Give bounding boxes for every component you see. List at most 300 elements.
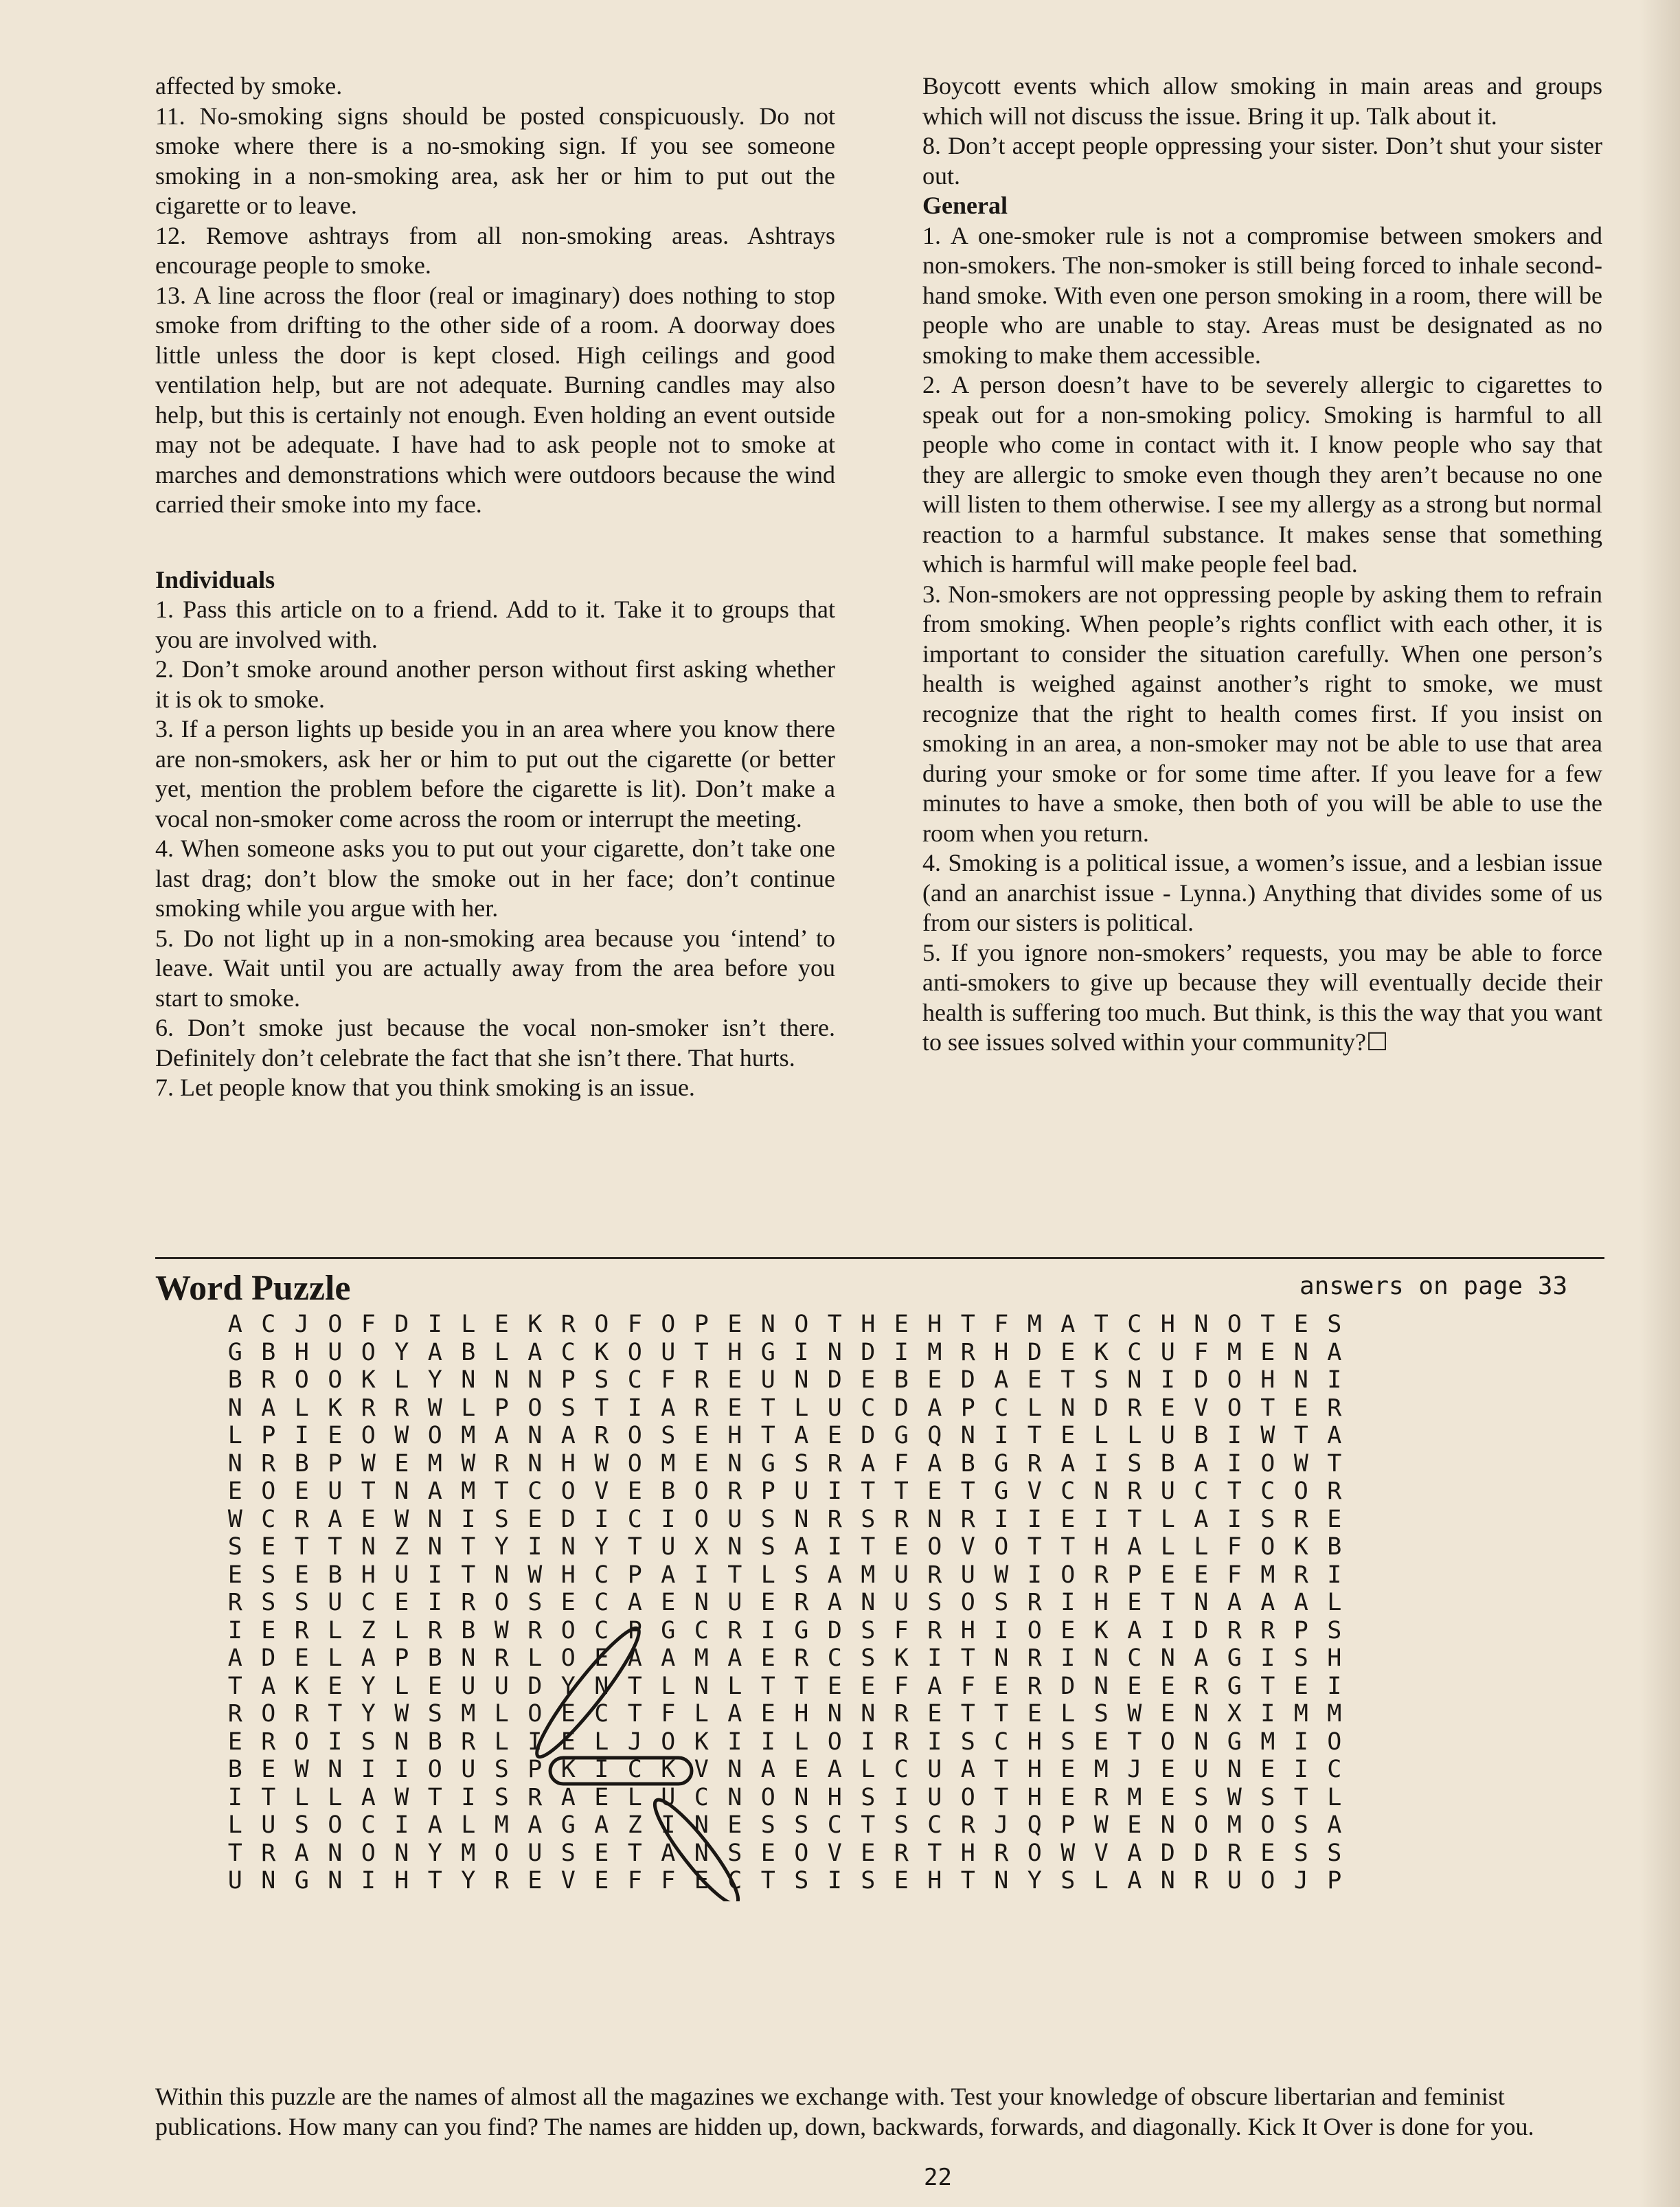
puzzle-letter: T — [328, 1533, 343, 1561]
puzzle-letter: I — [894, 1338, 909, 1366]
puzzle-letter: S — [560, 1839, 576, 1867]
puzzle-letter: S — [794, 1867, 809, 1895]
puzzle-letter: L — [661, 1672, 676, 1700]
puzzle-letter: N — [328, 1756, 343, 1784]
puzzle-letter: S — [1293, 1839, 1308, 1867]
puzzle-letter: F — [894, 1672, 909, 1700]
puzzle-letter: P — [1127, 1561, 1142, 1589]
puzzle-letter: Y — [361, 1672, 376, 1700]
puzzle-letter: O — [1260, 1449, 1275, 1478]
puzzle-letter: W — [1260, 1422, 1275, 1450]
puzzle-letter: D — [1194, 1366, 1209, 1394]
puzzle-letter: A — [1127, 1616, 1142, 1644]
puzzle-letter: E — [861, 1366, 876, 1394]
puzzle-letter: N — [1093, 1478, 1109, 1506]
puzzle-letter: F — [960, 1672, 975, 1700]
puzzle-letter: N — [994, 1644, 1009, 1673]
puzzle-letter: I — [1227, 1422, 1242, 1450]
puzzle-letter: U — [960, 1561, 975, 1589]
puzzle-letter: E — [1027, 1700, 1042, 1728]
puzzle-letter: I — [1260, 1700, 1275, 1728]
puzzle-letter: N — [227, 1449, 242, 1478]
puzzle-letter: O — [261, 1700, 276, 1728]
puzzle-letter: A — [328, 1505, 343, 1533]
puzzle-row — [218, 1644, 1351, 1673]
puzzle-letter: O — [560, 1616, 576, 1644]
puzzle-letter: L — [1327, 1589, 1342, 1617]
puzzle-title: Word Puzzle — [155, 1269, 351, 1308]
puzzle-letter: N — [461, 1366, 476, 1394]
puzzle-letter: O — [794, 1839, 809, 1867]
puzzle-letter: I — [794, 1338, 809, 1366]
puzzle-letter: A — [760, 1756, 775, 1784]
puzzle-letter: S — [861, 1505, 876, 1533]
puzzle-letter: E — [894, 1311, 909, 1339]
puzzle-letter: E — [361, 1505, 376, 1533]
puzzle-letter: T — [227, 1839, 242, 1867]
puzzle-letter: I — [994, 1616, 1009, 1644]
puzzle-letter: E — [927, 1366, 942, 1394]
puzzle-letter: R — [394, 1394, 409, 1422]
puzzle-letter: T — [1093, 1311, 1109, 1339]
puzzle-letter: O — [627, 1338, 642, 1366]
puzzle-letter: E — [727, 1366, 742, 1394]
puzzle-letter: N — [227, 1394, 242, 1422]
puzzle-letter: N — [727, 1783, 742, 1811]
puzzle-letter: L — [1327, 1783, 1342, 1811]
puzzle-letter: S — [794, 1561, 809, 1589]
puzzle-letter: I — [394, 1811, 409, 1840]
paragraph: 3. Non-smokers are not oppressing people by asking them to refrain from smoking. When people’s rights conflict with each other, it is important to consider the situation carefully. When one person’s health is weighed against another’s right to smoke, we must recognize that the right to health comes first. If you insist on smoking in an area, a non-smoker may not be able to use that area during your smoke or for some time after. If you leave for a few minutes to have a smoke, then both of you will be able to use the room when you return. — [922, 580, 1602, 847]
puzzle-letter: H — [727, 1422, 742, 1450]
puzzle-letter: L — [294, 1783, 309, 1811]
puzzle-letter: F — [894, 1449, 909, 1478]
puzzle-letter: G — [661, 1616, 676, 1644]
puzzle-letter: C — [627, 1366, 642, 1394]
puzzle-letter: L — [461, 1394, 476, 1422]
puzzle-letter: T — [1293, 1783, 1308, 1811]
puzzle-row — [218, 1478, 1351, 1506]
puzzle-letter: H — [960, 1839, 975, 1867]
puzzle-letter: A — [527, 1811, 543, 1840]
puzzle-letter: S — [1260, 1505, 1275, 1533]
puzzle-letter: S — [794, 1449, 809, 1478]
puzzle-letter: P — [560, 1366, 576, 1394]
puzzle-letter: B — [1327, 1533, 1342, 1561]
puzzle-row — [218, 1450, 1351, 1478]
puzzle-letter: A — [1127, 1839, 1142, 1867]
puzzle-letter: E — [661, 1589, 676, 1617]
puzzle-letter: K — [527, 1311, 543, 1339]
puzzle-letter: E — [694, 1422, 709, 1450]
puzzle-letter: K — [1093, 1616, 1109, 1644]
puzzle-caption — [155, 2081, 1563, 2142]
puzzle-letter: O — [1160, 1728, 1175, 1756]
puzzle-letter: O — [361, 1839, 376, 1867]
puzzle-row — [218, 1394, 1351, 1423]
puzzle-letter: U — [527, 1839, 543, 1867]
puzzle-letter: E — [328, 1422, 343, 1450]
puzzle-letter: T — [1327, 1449, 1342, 1478]
puzzle-letter: N — [527, 1422, 543, 1450]
puzzle-letter: R — [827, 1449, 842, 1478]
puzzle-letter: A — [661, 1561, 676, 1589]
puzzle-letter: I — [661, 1505, 676, 1533]
puzzle-letter: E — [261, 1756, 276, 1784]
puzzle-letter: N — [694, 1672, 709, 1700]
puzzle-letter: P — [1327, 1867, 1342, 1895]
puzzle-letter: O — [1327, 1728, 1342, 1756]
puzzle-letter: R — [527, 1783, 543, 1811]
puzzle-letter: E — [760, 1589, 775, 1617]
puzzle-letter: T — [960, 1644, 975, 1673]
puzzle-letter: T — [1060, 1533, 1076, 1561]
puzzle-letter: Y — [427, 1839, 442, 1867]
puzzle-letter: S — [1327, 1839, 1342, 1867]
puzzle-letter: P — [494, 1394, 509, 1422]
puzzle-letter: D — [861, 1338, 876, 1366]
puzzle-row — [218, 1339, 1351, 1367]
puzzle-letter: V — [1194, 1394, 1209, 1422]
puzzle-letter: W — [594, 1449, 609, 1478]
puzzle-letter: I — [461, 1505, 476, 1533]
puzzle-letter: P — [1060, 1811, 1076, 1840]
puzzle-letter: N — [1093, 1672, 1109, 1700]
puzzle-letter: F — [627, 1867, 642, 1895]
paragraph: 8. Don’t accept people oppressing your sister. Don’t shut your sister out. — [922, 132, 1602, 190]
puzzle-letter: U — [461, 1672, 476, 1700]
puzzle-row — [218, 1617, 1351, 1645]
puzzle-letter: K — [594, 1338, 609, 1366]
puzzle-letter: R — [827, 1505, 842, 1533]
puzzle-letter: S — [794, 1811, 809, 1840]
puzzle-letter: M — [1027, 1311, 1042, 1339]
puzzle-letter: I — [1327, 1366, 1342, 1394]
puzzle-letter: S — [861, 1783, 876, 1811]
puzzle-letter: F — [661, 1366, 676, 1394]
puzzle-letter: B — [1194, 1422, 1209, 1450]
puzzle-letter: T — [361, 1478, 376, 1506]
puzzle-letter: L — [328, 1616, 343, 1644]
puzzle-letter: G — [1227, 1728, 1242, 1756]
puzzle-letter: N — [1093, 1644, 1109, 1673]
puzzle-letter: G — [560, 1811, 576, 1840]
puzzle-letter: N — [1194, 1311, 1209, 1339]
puzzle-letter: A — [227, 1311, 242, 1339]
puzzle-letter: R — [227, 1700, 242, 1728]
puzzle-row — [218, 1533, 1351, 1561]
puzzle-letter: R — [261, 1449, 276, 1478]
puzzle-letter: I — [1160, 1366, 1175, 1394]
puzzle-letter: T — [994, 1756, 1009, 1784]
puzzle-letter: L — [727, 1672, 742, 1700]
puzzle-letter: H — [560, 1449, 576, 1478]
puzzle-letter: A — [827, 1561, 842, 1589]
paragraph: 13. A line across the floor (real or imaginary) does nothing to stop smoke from drifting to the other side of a room. A doorway does little unless the door is kept closed. High ceilings and good ventilation help, but are not adequate. Burning candles may also help, but this is certainly not enough. Even holding an event outside may not be adequate. I have had to ask people not to smoke at marches and demonstrations which were outdoors because the wind carried their smoke into my face. — [155, 281, 835, 518]
puzzle-letter: N — [494, 1366, 509, 1394]
puzzle-letter: D — [1194, 1616, 1209, 1644]
puzzle-letter: N — [394, 1728, 409, 1756]
puzzle-letter: I — [361, 1756, 376, 1784]
puzzle-letter: E — [527, 1505, 543, 1533]
puzzle-letter: B — [661, 1478, 676, 1506]
puzzle-letter: S — [927, 1589, 942, 1617]
puzzle-letter: D — [827, 1366, 842, 1394]
puzzle-letter: O — [927, 1533, 942, 1561]
puzzle-letter: U — [394, 1561, 409, 1589]
puzzle-letter: M — [427, 1449, 442, 1478]
puzzle-letter: K — [560, 1756, 576, 1784]
puzzle-letter: D — [1093, 1394, 1109, 1422]
puzzle-letter: E — [1327, 1505, 1342, 1533]
puzzle-letter: E — [1127, 1811, 1142, 1840]
puzzle-letter: R — [1093, 1561, 1109, 1589]
puzzle-letter: T — [494, 1478, 509, 1506]
puzzle-letter: N — [927, 1505, 942, 1533]
puzzle-letter: E — [1093, 1728, 1109, 1756]
puzzle-letter: T — [827, 1311, 842, 1339]
puzzle-letter: R — [294, 1700, 309, 1728]
puzzle-letter: O — [694, 1505, 709, 1533]
puzzle-letter: R — [494, 1449, 509, 1478]
puzzle-letter: T — [627, 1672, 642, 1700]
puzzle-letter: A — [1260, 1589, 1275, 1617]
puzzle-letter: L — [527, 1644, 543, 1673]
puzzle-letter: M — [694, 1644, 709, 1673]
puzzle-letter: H — [1327, 1644, 1342, 1673]
puzzle-letter: O — [261, 1478, 276, 1506]
puzzle-letter: W — [1293, 1449, 1308, 1478]
puzzle-letter: A — [1194, 1449, 1209, 1478]
puzzle-letter: L — [494, 1700, 509, 1728]
puzzle-letter: F — [894, 1616, 909, 1644]
puzzle-letter: S — [1327, 1616, 1342, 1644]
puzzle-letter: C — [627, 1505, 642, 1533]
puzzle-letter: I — [994, 1505, 1009, 1533]
puzzle-letter: R — [794, 1644, 809, 1673]
answers-note: answers on page 33 — [1299, 1272, 1568, 1300]
puzzle-letter: I — [694, 1561, 709, 1589]
puzzle-letter: T — [627, 1700, 642, 1728]
puzzle-letter: F — [1194, 1338, 1209, 1366]
puzzle-letter: L — [1194, 1533, 1209, 1561]
puzzle-letter: T — [760, 1672, 775, 1700]
puzzle-letter: W — [461, 1449, 476, 1478]
puzzle-letter: A — [427, 1811, 442, 1840]
puzzle-letter: S — [1093, 1700, 1109, 1728]
paragraph-gap — [155, 520, 835, 565]
puzzle-letter: C — [361, 1589, 376, 1617]
puzzle-letter: E — [527, 1867, 543, 1895]
puzzle-letter: O — [427, 1422, 442, 1450]
puzzle-letter: E — [261, 1616, 276, 1644]
puzzle-letter: U — [661, 1783, 676, 1811]
puzzle-letter: R — [1327, 1394, 1342, 1422]
puzzle-letter: C — [994, 1728, 1009, 1756]
puzzle-letter: I — [594, 1505, 609, 1533]
puzzle-letter: E — [560, 1728, 576, 1756]
puzzle-letter: R — [1194, 1867, 1209, 1895]
puzzle-letter: A — [427, 1478, 442, 1506]
puzzle-letter: E — [594, 1839, 609, 1867]
puzzle-letter: A — [927, 1449, 942, 1478]
puzzle-letter: L — [328, 1644, 343, 1673]
puzzle-letter: I — [827, 1867, 842, 1895]
puzzle-letter: O — [960, 1783, 975, 1811]
puzzle-letter: H — [1160, 1311, 1175, 1339]
puzzle-letter: N — [1160, 1867, 1175, 1895]
puzzle-letter: A — [294, 1839, 309, 1867]
puzzle-letter: H — [394, 1867, 409, 1895]
puzzle-letter: R — [1327, 1478, 1342, 1506]
puzzle-letter: C — [1327, 1756, 1342, 1784]
puzzle-letter: T — [328, 1700, 343, 1728]
puzzle-letter: H — [1093, 1533, 1109, 1561]
puzzle-letter: H — [794, 1700, 809, 1728]
puzzle-letter: M — [1260, 1728, 1275, 1756]
puzzle-letter: O — [994, 1533, 1009, 1561]
puzzle-letter: A — [361, 1644, 376, 1673]
puzzle-letter: O — [1227, 1394, 1242, 1422]
puzzle-letter: T — [594, 1394, 609, 1422]
puzzle-letter: S — [594, 1366, 609, 1394]
puzzle-letter: E — [1293, 1672, 1308, 1700]
puzzle-letter: S — [1260, 1783, 1275, 1811]
puzzle-letter: C — [361, 1811, 376, 1840]
puzzle-letter: E — [727, 1811, 742, 1840]
puzzle-letter: L — [1093, 1867, 1109, 1895]
puzzle-letter: S — [1194, 1783, 1209, 1811]
puzzle-letter: V — [694, 1756, 709, 1784]
puzzle-letter: E — [560, 1589, 576, 1617]
puzzle-letter: N — [394, 1839, 409, 1867]
puzzle-letter: P — [527, 1756, 543, 1784]
puzzle-letter: G — [760, 1449, 775, 1478]
puzzle-letter: E — [1260, 1756, 1275, 1784]
puzzle-letter: S — [261, 1589, 276, 1617]
puzzle-letter: R — [227, 1589, 242, 1617]
puzzle-letter: E — [627, 1478, 642, 1506]
puzzle-letter: R — [960, 1505, 975, 1533]
puzzle-letter: G — [227, 1338, 242, 1366]
puzzle-letter: A — [1060, 1311, 1076, 1339]
puzzle-letter: E — [394, 1449, 409, 1478]
puzzle-letter: N — [361, 1533, 376, 1561]
puzzle-letter: R — [1093, 1783, 1109, 1811]
puzzle-letter: H — [361, 1561, 376, 1589]
puzzle-letter: T — [1160, 1589, 1175, 1617]
puzzle-letter: C — [827, 1644, 842, 1673]
puzzle-letter: P — [394, 1644, 409, 1673]
puzzle-letter: U — [1160, 1422, 1175, 1450]
puzzle-letter: E — [861, 1672, 876, 1700]
puzzle-letter: M — [1227, 1811, 1242, 1840]
puzzle-letter: O — [1027, 1839, 1042, 1867]
puzzle-letter: T — [927, 1839, 942, 1867]
puzzle-letter: A — [727, 1700, 742, 1728]
paragraph: 6. Don’t smoke just because the vocal non-smoker isn’t there. Definitely don’t celebrate the fact that she isn’t there. That hurts. — [155, 1014, 835, 1072]
puzzle-letter: R — [794, 1589, 809, 1617]
puzzle-letter: O — [760, 1783, 775, 1811]
puzzle-letter: N — [1227, 1756, 1242, 1784]
puzzle-letter: L — [461, 1311, 476, 1339]
puzzle-letter: B — [1160, 1449, 1175, 1478]
puzzle-letter: R — [894, 1728, 909, 1756]
puzzle-letter: N — [527, 1366, 543, 1394]
puzzle-letter: N — [527, 1449, 543, 1478]
puzzle-letter: R — [261, 1728, 276, 1756]
paragraph: 4. Smoking is a political issue, a women’s issue, and a lesbian issue (and an anarchist issue - Lynna.) Anything that divides some of us from our sisters is political. — [922, 849, 1602, 936]
puzzle-letter: H — [1027, 1728, 1042, 1756]
puzzle-letter: E — [1060, 1616, 1076, 1644]
puzzle-letter: I — [294, 1422, 309, 1450]
puzzle-letter: D — [960, 1366, 975, 1394]
puzzle-letter: Y — [461, 1867, 476, 1895]
puzzle-letter: S — [261, 1561, 276, 1589]
puzzle-letter: T — [1127, 1505, 1142, 1533]
puzzle-letter: E — [594, 1783, 609, 1811]
puzzle-letter: Y — [427, 1366, 442, 1394]
puzzle-letter: S — [361, 1728, 376, 1756]
puzzle-letter: X — [1227, 1700, 1242, 1728]
puzzle-letter: G — [894, 1422, 909, 1450]
puzzle-letter: D — [827, 1616, 842, 1644]
puzzle-letter: T — [1027, 1422, 1042, 1450]
puzzle-letter: O — [1260, 1867, 1275, 1895]
puzzle-letter: K — [328, 1394, 343, 1422]
puzzle-letter: C — [861, 1394, 876, 1422]
puzzle-letter: I — [527, 1728, 543, 1756]
puzzle-letter: E — [1260, 1338, 1275, 1366]
puzzle-letter: N — [1293, 1338, 1308, 1366]
puzzle-letter: G — [794, 1616, 809, 1644]
puzzle-letter: I — [927, 1644, 942, 1673]
puzzle-letter: E — [594, 1644, 609, 1673]
puzzle-letter: K — [1293, 1533, 1308, 1561]
puzzle-letter: C — [594, 1561, 609, 1589]
puzzle-letter: E — [1293, 1394, 1308, 1422]
puzzle-letter: O — [594, 1311, 609, 1339]
puzzle-letter: Q — [927, 1422, 942, 1450]
puzzle-letter: L — [494, 1728, 509, 1756]
puzzle-letter: I — [894, 1783, 909, 1811]
puzzle-letter: S — [1127, 1449, 1142, 1478]
puzzle-letter: O — [494, 1589, 509, 1617]
paragraph: 1. A one-smoker rule is not a compromise between smokers and non-smokers. The non-smoker is still being forced to inhale second-hand smoke. With even one person smoking in a room, there will be people who are unable to stay. Areas must be designated as no smoking to make them accessible. — [922, 221, 1602, 369]
puzzle-letter: S — [760, 1533, 775, 1561]
puzzle-letter: T — [794, 1672, 809, 1700]
puzzle-letter: E — [1160, 1672, 1175, 1700]
puzzle-letter: N — [1194, 1700, 1209, 1728]
puzzle-letter: S — [861, 1644, 876, 1673]
puzzle-letter: P — [261, 1422, 276, 1450]
puzzle-letter: O — [1194, 1811, 1209, 1840]
puzzle-letter: N — [827, 1338, 842, 1366]
puzzle-letter: S — [1093, 1366, 1109, 1394]
puzzle-letter: C — [1194, 1478, 1209, 1506]
puzzle-letter: C — [827, 1811, 842, 1840]
puzzle-letter: N — [727, 1533, 742, 1561]
puzzle-letter: S — [427, 1700, 442, 1728]
puzzle-letter: O — [960, 1589, 975, 1617]
puzzle-letter: U — [1227, 1867, 1242, 1895]
puzzle-letter: R — [461, 1728, 476, 1756]
puzzle-letter: U — [328, 1589, 343, 1617]
puzzle-letter: S — [494, 1505, 509, 1533]
puzzle-letter: H — [1027, 1756, 1042, 1784]
puzzle-row — [218, 1422, 1351, 1450]
puzzle-letter: R — [560, 1311, 576, 1339]
